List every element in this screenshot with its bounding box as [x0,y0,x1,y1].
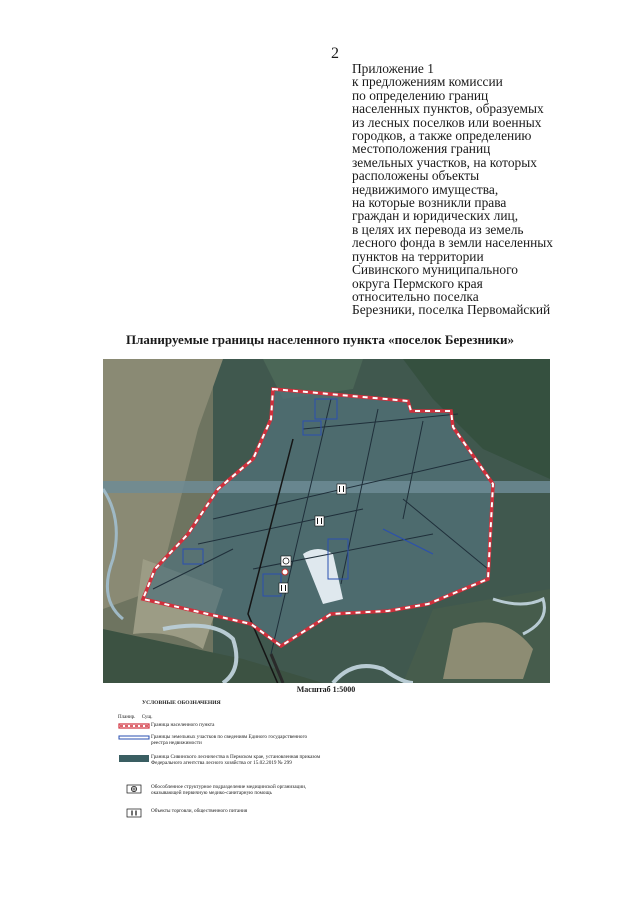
appendix-line: к предложениям комиссии [352,74,503,90]
appendix-line: недвижимого имущества, [352,181,499,197]
legend-col-existing: Сущ. [141,715,153,720]
legend-item-text: Обособленное структурное подразделение медицинской организации, оказывающей первичную медико-санитарную помощь [151,784,307,796]
parcel-line-icon [118,734,150,742]
appendix-line: Приложение 1 [352,61,434,76]
map-scale: Масштаб 1:5000 [296,685,356,694]
legend-item-text: Граница населенного пункта [151,722,215,728]
appendix-line: по определению границ [352,87,489,103]
page-number: 2 [331,45,339,62]
appendix-line: Сивинского муниципального [352,262,518,278]
forestry-fill-icon [118,754,150,764]
appendix-line: населенных пунктов, образуемых [352,101,544,117]
medical-icon [281,556,291,566]
appendix-line: на которые возникли права [352,195,507,211]
map-title: Планируемые границы населенного пункта «поселок Березники» [126,332,514,347]
settlement-map [103,359,550,683]
appendix-line: местоположения границ [352,141,491,157]
legend-item-text: Объекты торговли, общественного питания [151,808,248,814]
trade-icon [279,583,288,593]
trade-icon [315,516,324,526]
medical-icon [282,569,288,575]
legend-item-text: Граница Сивинского лесничества в Пермском крае, установленная приказом Федерального агентства лесного хозяйства от 15.02.2019 № 299 [151,754,321,766]
appendix-line: расположены объекты [352,168,480,184]
legend-title: УСЛОВНЫЕ ОБОЗНАЧЕНИЯ [142,700,221,706]
appendix-line: лесного фонда в земли населенных [352,235,553,251]
trade-icon [337,484,346,494]
legend-column-headers [118,715,158,721]
trade-icon [118,808,150,818]
appendix-line: городков, а также определению [352,128,532,144]
appendix-line: округа Пермского края [352,275,483,291]
appendix-header [352,62,632,317]
legend-col-planned: Планир. [118,715,136,720]
appendix-line: относительно поселка [352,288,479,304]
boundary-line-icon [118,722,150,730]
appendix-line: Березники, поселка Первомайский [352,302,551,318]
appendix-line: из лесных поселков или военных [352,114,542,130]
appendix-line: пунктов на территории [352,248,484,264]
medical-icon [118,784,150,794]
appendix-line: граждан и юридических лиц, [352,208,519,224]
legend-item-text: Границы земельных участков по сведениям Единого государственного реестра недвижимости [151,734,308,746]
appendix-line: земельных участков, на которых [352,154,537,170]
map-legend [118,700,418,814]
appendix-line: в целях их перевода из земель [352,221,524,237]
map-image [103,359,550,683]
